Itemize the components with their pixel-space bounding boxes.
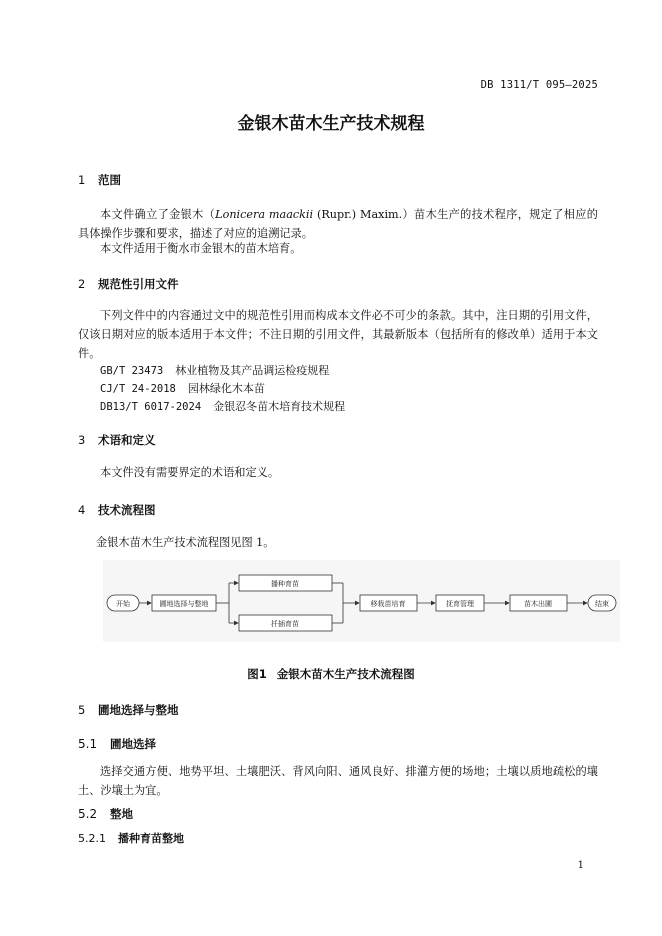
flow-node-end: [588, 595, 616, 611]
flow-node-cutting: [239, 615, 332, 631]
flow-node-label: 移栽苗培育: [370, 600, 406, 608]
flow-node-transplant: [360, 595, 417, 611]
text-run: 本文件确立了金银木（: [100, 208, 216, 221]
flow-node-label: 抚育管理: [446, 600, 474, 608]
document-title: 金银木苗木生产技术规程: [237, 114, 425, 134]
section-title: 整地: [110, 807, 133, 821]
section-4-heading: [78, 502, 156, 518]
section-number: 5.2.1: [78, 832, 106, 845]
section-title: 术语和定义: [98, 433, 156, 447]
flow-node-site-selection: [152, 595, 216, 611]
section-2-paragraph-1: 下列文件中的内容通过文中的规范性引用而构成本文件必不可少的条款。其中，注日期的引用文件，仅该日期对应的版本适用于本文件；不注日期的引用文件，其最新版本（包括所有的修改单）适用于本文件。: [78, 309, 598, 360]
section-number: 3: [78, 433, 86, 447]
section-3-heading: [78, 432, 156, 448]
section-1-heading: [78, 172, 121, 188]
flow-node-seeding: [239, 575, 332, 591]
section-title: 范围: [98, 173, 121, 187]
section-number: 4: [78, 503, 86, 517]
section-number: 1: [78, 173, 86, 187]
section-number: 2: [78, 277, 86, 291]
section-2-heading: [78, 276, 179, 292]
reference-title: 园林绿化木本苗: [187, 382, 265, 395]
section-title: 圃地选择与整地: [98, 703, 179, 717]
text-run: (Rupr.) Maxim.）苗木生产的技术程序，规定了相应的具体操作步骤和要求，描述了对应的追溯记录。: [78, 208, 598, 240]
flow-node-start: [107, 595, 139, 611]
reference-item: [100, 380, 265, 396]
reference-code: DB13/T 6017-2024: [100, 401, 202, 413]
figure-number: 图1: [247, 667, 267, 681]
reference-item: [100, 398, 345, 414]
flow-node-label: 苗木出圃: [524, 600, 552, 608]
section-title: 播种育苗整地: [118, 832, 184, 845]
section-1-paragraph-2: 本文件适用于衡水市金银木的苗木培育。: [100, 242, 302, 255]
section-3-paragraph-1: 本文件没有需要界定的术语和定义。: [100, 466, 280, 479]
reference-item: [100, 362, 329, 378]
flow-node-tending: [436, 595, 484, 611]
section-5-2-heading: [78, 806, 133, 822]
section-number: 5.1: [78, 737, 98, 751]
reference-title: 林业植物及其产品调运检疫规程: [175, 364, 330, 377]
section-4-paragraph-1: 金银木苗木生产技术流程图见图 1。: [96, 536, 275, 549]
process-flowchart: [103, 560, 620, 642]
reference-title: 金银忍冬苗木培育技术规程: [213, 400, 346, 413]
section-title: 规范性引用文件: [98, 277, 179, 291]
section-number: 5.2: [78, 807, 98, 821]
document-code: DB 1311/T 095—2025: [480, 79, 598, 91]
section-5-1-paragraph-1: 选择交通方便、地势平坦、土壤肥沃、背风向阳、通风良好、排灌方便的场地；土壤以质地疏松的壤土、沙壤土为宜。: [78, 765, 598, 797]
section-1-paragraph-1: [78, 205, 598, 243]
reference-code: GB/T 23473: [100, 365, 164, 377]
section-title: 圃地选择: [110, 737, 156, 751]
flow-node-label: 圃地选择与整地: [159, 600, 209, 608]
page-number: 1: [577, 860, 584, 871]
flow-node-outplanting: [510, 595, 567, 611]
section-5-heading: [78, 702, 179, 718]
section-5-1-heading: [78, 736, 156, 752]
section-number: 5: [78, 703, 86, 717]
flow-node-label: 播种育苗: [271, 580, 299, 588]
figure-title: 金银木苗木生产技术流程图: [276, 667, 415, 681]
flow-node-label: 结束: [595, 600, 609, 608]
reference-code: CJ/T 24-2018: [100, 383, 176, 395]
figure-caption: [0, 666, 662, 682]
flow-node-label: 开始: [116, 600, 130, 608]
latin-name: Lonicera maackii: [215, 208, 314, 221]
section-title: 技术流程图: [98, 503, 156, 517]
flow-node-label: 扦插育苗: [271, 620, 299, 628]
section-5-2-1-heading: [78, 830, 184, 846]
